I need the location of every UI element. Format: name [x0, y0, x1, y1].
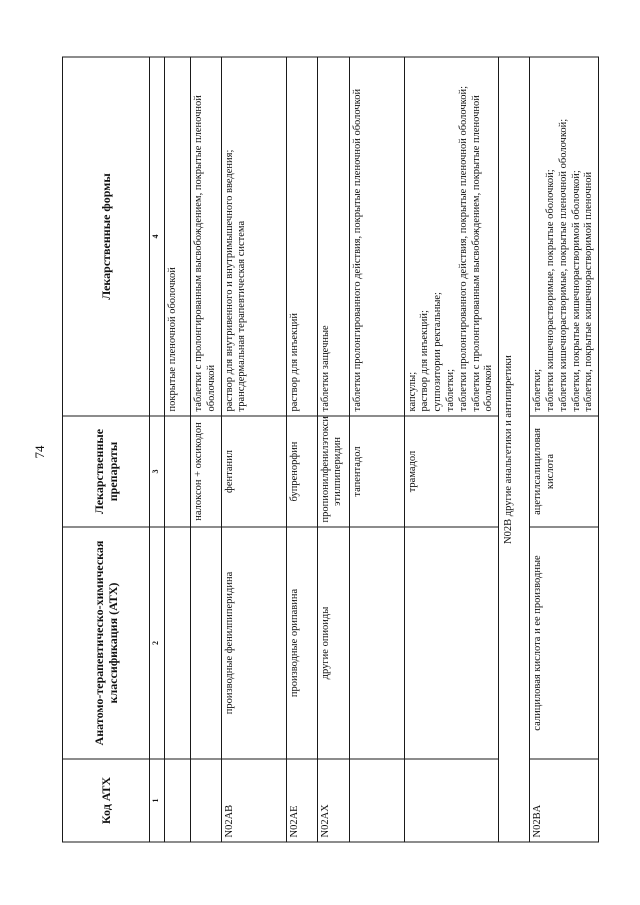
table-row — [404, 57, 499, 842]
form-line: покрытые пленочной оболочкой — [167, 266, 178, 411]
table-row — [317, 57, 349, 842]
form-line: таблетки; — [532, 368, 544, 411]
forms-cell — [349, 57, 404, 416]
table-row — [530, 57, 599, 842]
code-cell — [404, 759, 499, 842]
code-cell — [191, 759, 222, 842]
form-line: таблетки с пролонгированным высвобождением, покрытые пленочной оболочкой — [470, 94, 495, 411]
code-cell — [165, 759, 191, 842]
column-number: 2 — [150, 527, 165, 759]
page-number: 74 — [32, 445, 47, 459]
forms-cell — [221, 57, 286, 416]
form-line: таблетки кишечнорастворимые, покрытые пленочной оболочкой; — [557, 118, 569, 411]
atx-table — [62, 56, 599, 842]
classification-cell: производные орипавина — [286, 527, 317, 759]
form-line: раствор для внутривенного и внутримышечного введения; — [223, 149, 235, 411]
form-line: таблетки, покрытые кишечнорастворимой оболочкой; — [570, 169, 582, 411]
form-line: раствор для инъекций; — [419, 309, 431, 411]
column-number: 4 — [150, 57, 165, 416]
preparation-cell: пропионилфенилэтокси этилпиперидин — [317, 416, 349, 527]
classification-cell: другие опиоиды — [317, 527, 349, 759]
classification-cell — [165, 527, 191, 759]
form-line: таблетки кишечнорастворимые, покрытые оболочкой; — [544, 168, 556, 411]
form-line: таблетки пролонгированного действия, покрытые пленочной оболочкой — [351, 88, 363, 411]
form-line: таблетки, покрытые кишечнорастворимой пленочной — [583, 171, 595, 411]
table-row — [286, 57, 317, 842]
form-line: трансдермальная терапевтическая система — [236, 220, 248, 411]
preparation-cell: бупренорфин — [286, 416, 317, 527]
classification-cell — [191, 527, 222, 759]
section-row — [499, 57, 530, 842]
table-row — [349, 57, 404, 842]
header-row — [63, 57, 150, 842]
form-line: раствор для инъекций — [288, 312, 300, 411]
form-line: суппозитории ректальные; — [432, 291, 444, 411]
code-cell: N02BA — [530, 759, 599, 842]
classification-cell: салициловая кислота и ее производные — [530, 527, 599, 759]
table-row — [221, 57, 286, 842]
classification-cell: производные фенилпиперидина — [221, 527, 286, 759]
form-line: таблетки пролонгированного действия, покрытые пленочной оболочкой; — [457, 85, 469, 411]
code-cell: N02AE — [286, 759, 317, 842]
preparation-cell: трамадол — [404, 416, 499, 527]
code-cell: N02AB — [221, 759, 286, 842]
code-cell: N02AX — [317, 759, 349, 842]
header-forms: Лекарственные формы — [63, 57, 150, 416]
header-code: Код АТХ — [63, 759, 150, 842]
preparation-cell: налоксон + оксикодон — [191, 416, 222, 527]
classification-cell — [404, 527, 499, 759]
forms-cell — [165, 57, 191, 416]
form-line: таблетки; — [444, 368, 456, 411]
form-line: таблетки защечные — [319, 324, 331, 411]
header-classification: Анатомо-терапевтическо-химическая классификация (АТХ) — [63, 527, 150, 759]
forms-cell — [286, 57, 317, 416]
form-line: капсулы; — [406, 371, 418, 411]
form-line: таблетки с пролонгированным высвобождением, покрытые пленочной оболочкой — [193, 94, 217, 411]
forms-cell — [191, 57, 222, 416]
table-row — [165, 57, 191, 842]
forms-cell — [404, 57, 499, 416]
preparation-cell: тапентадол — [349, 416, 404, 527]
classification-cell — [349, 527, 404, 759]
table-sheet — [62, 57, 595, 842]
table-row — [191, 57, 222, 842]
column-number-row — [150, 57, 165, 842]
preparation-cell: ацетилсалициловая кислота — [530, 416, 599, 527]
column-number: 1 — [150, 759, 165, 842]
forms-cell — [530, 57, 599, 416]
code-cell — [349, 759, 404, 842]
header-preparations: Лекарственные препараты — [63, 416, 150, 527]
preparation-cell: фентанил — [221, 416, 286, 527]
preparation-cell — [165, 416, 191, 527]
section-heading: N02B другие анальгетики и антипиретики — [499, 57, 530, 842]
forms-cell — [317, 57, 349, 416]
column-number: 3 — [150, 416, 165, 527]
